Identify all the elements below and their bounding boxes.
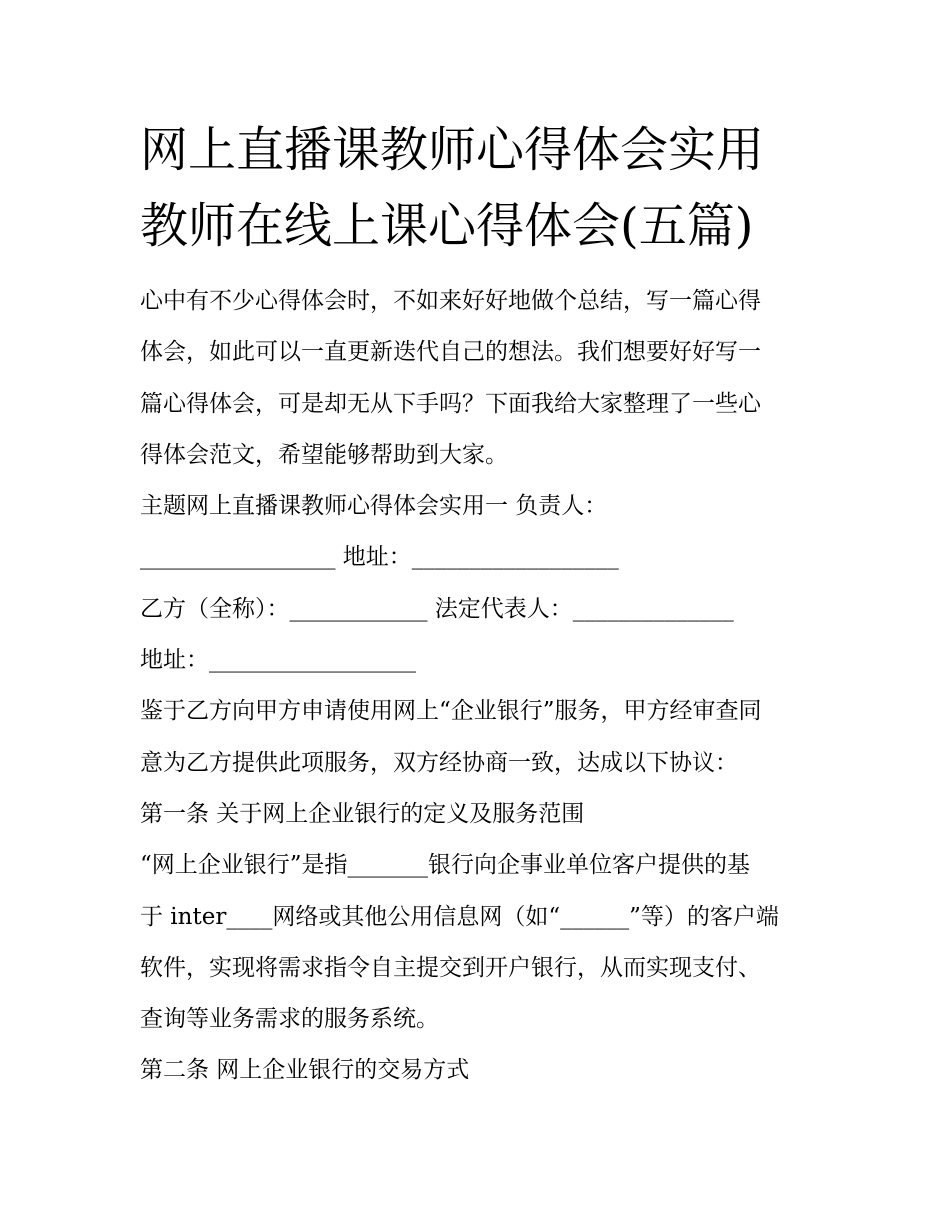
form-line-address-b: 地址：__________________ bbox=[140, 647, 416, 674]
article-heading-2: 第二条 网上企业银行的交易方式 bbox=[140, 1057, 470, 1084]
document-title bbox=[140, 112, 830, 264]
form-line-address: _________________ 地址：__________________ bbox=[140, 544, 619, 571]
document-body bbox=[140, 276, 820, 1097]
form-line-party-b: 乙方（全称）：____________ 法定代表人：______________ bbox=[140, 595, 734, 622]
article-heading-1: 第一条 关于网上企业银行的定义及服务范围 bbox=[140, 800, 585, 827]
paragraph-line: 意为乙方提供此项服务，双方经协商一致，达成以下协议： bbox=[140, 749, 738, 776]
paragraph-line: 篇心得体会，可是却无从下手吗？下面我给大家整理了一些心 bbox=[140, 390, 761, 417]
paragraph-line: 软件，实现将需求指令自主提交到开户银行，从而实现支付、 bbox=[140, 954, 761, 981]
paragraph-line: 于 inter____网络或其他公用信息网（如“______”等）的客户端 bbox=[140, 903, 779, 930]
paragraph-line: 鉴于乙方向甲方申请使用网上“企业银行”服务，甲方经审查同 bbox=[140, 698, 762, 725]
paragraph-line: 得体会范文，希望能够帮助到大家。 bbox=[140, 441, 508, 468]
title-line-2: 教师在线上课心得体会(五篇) bbox=[140, 198, 754, 254]
paragraph-line: 查询等业务需求的服务系统。 bbox=[140, 1006, 439, 1033]
paragraph-line: 心中有不少心得体会时，不如来好好地做个总结，写一篇心得 bbox=[140, 288, 761, 314]
paragraph-line: “网上企业银行”是指_______银行向企事业单位客户提供的基 bbox=[140, 852, 751, 879]
paragraph-line: 体会，如此可以一直更新迭代自己的想法。我们想要好好写一 bbox=[140, 339, 761, 366]
section-heading-line: 主题网上直播课教师心得体会实用一 负责人： bbox=[140, 493, 608, 520]
title-line-1: 网上直播课教师心得体会实用 bbox=[140, 122, 765, 178]
